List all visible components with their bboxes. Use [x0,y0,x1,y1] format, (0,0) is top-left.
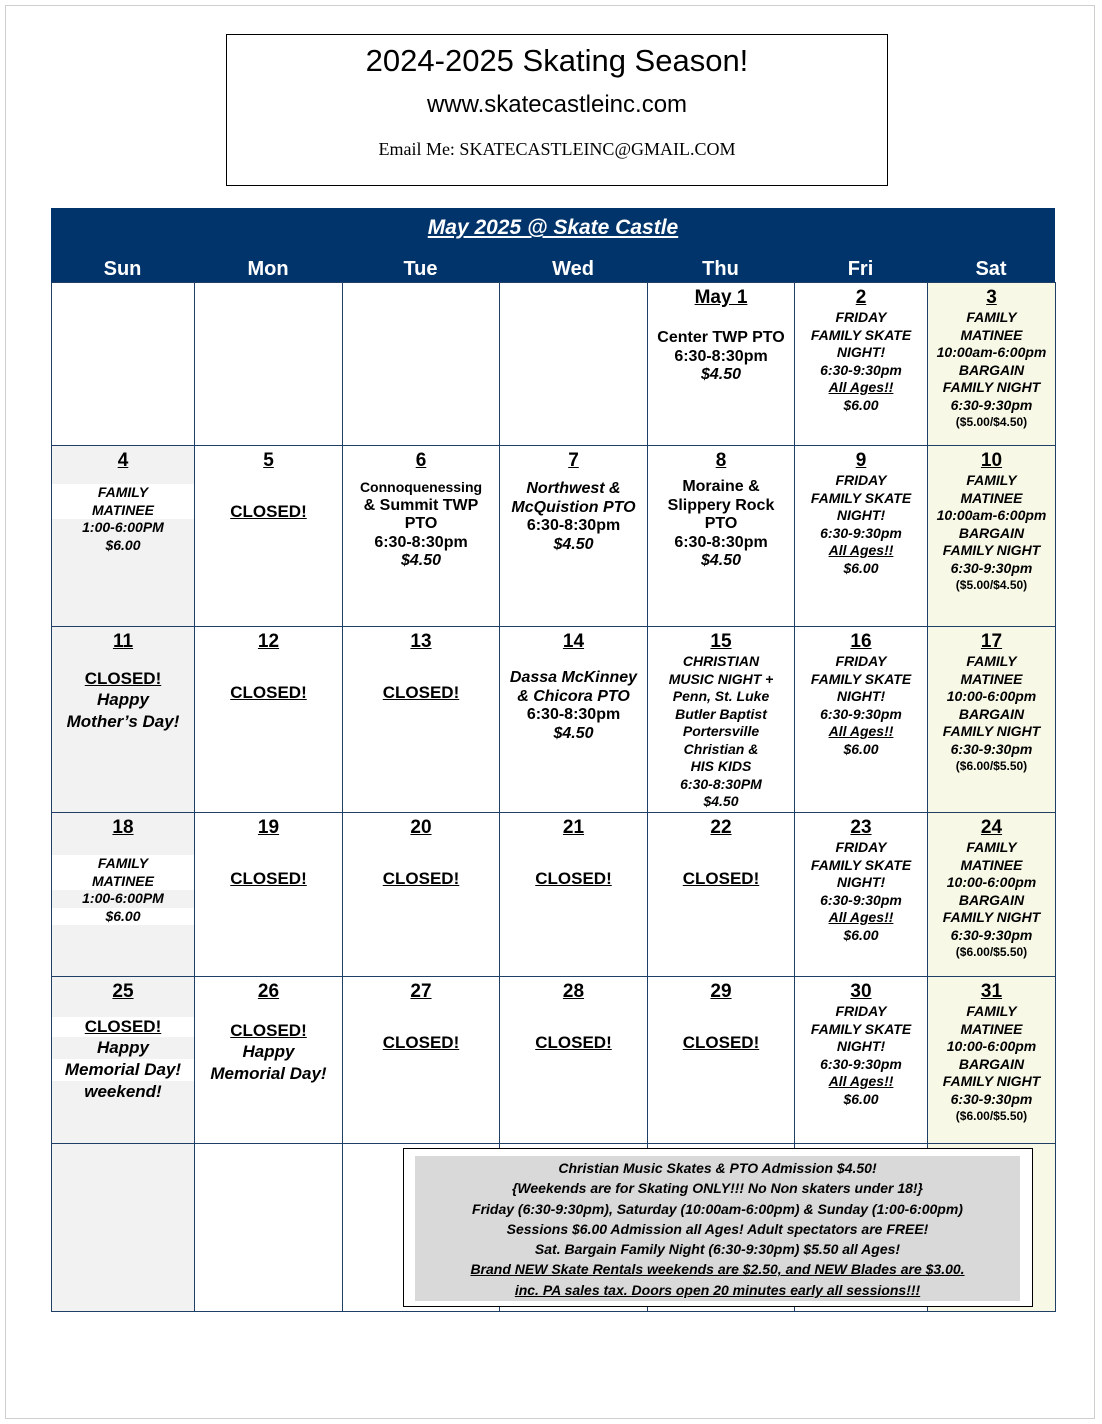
event-line: $6.00 [105,536,141,553]
event-line: 10:00am-6:00pm [936,344,1047,360]
event-line: FAMILY SKATE [810,489,912,506]
event-line: McQuistion PTO [511,498,636,516]
day-number: 12 [257,631,280,652]
day-number: 8 [715,450,727,471]
event-line: MUSIC NIGHT + [668,670,774,687]
day-number: 4 [117,450,129,471]
closed-label: CLOSED! [682,1033,760,1052]
event-line: $4.50 [400,552,442,569]
event-line: FAMILY NIGHT [942,542,1041,558]
event-line: 6:30-8:30pm [674,533,768,551]
day-cell[interactable] [343,977,500,1144]
calendar-header [51,208,1055,282]
event-line: $6.00 [843,1090,879,1107]
closed-label: CLOSED! [382,683,460,702]
day-number: 30 [850,981,872,1002]
event-line: MATINEE [960,856,1023,873]
event-line: All Ages!! [828,542,894,558]
event-line: MATINEE [960,670,1023,687]
event-line: All Ages!! [828,909,894,925]
event-line: FAMILY [97,484,149,500]
day-cell[interactable] [195,813,343,977]
season-title: 2024-2025 Skating Season! [365,43,749,78]
event-line: 6:30-9:30pm [950,740,1033,757]
day-cell[interactable] [795,813,928,977]
day-cell[interactable] [500,627,648,813]
event-line: $6.00 [843,926,879,943]
closed-label: CLOSED! [535,869,612,888]
day-number: 19 [257,817,280,838]
note-line: Friday (6:30-9:30pm), Saturday (10:00am-6:00pm) & Sunday (1:00-6:00pm) [472,1200,963,1217]
event-line: 10:00-6:00pm [946,874,1037,890]
event-line: NIGHT! [836,507,886,523]
day-cell[interactable] [52,446,195,627]
event-line: BARGAIN [958,1055,1025,1072]
note-line: {Weekends are for Skating ONLY!!! No Non skaters under 18!} [511,1180,924,1197]
day-number: 28 [562,981,585,1002]
closed-label: CLOSED! [382,1033,460,1052]
event-line: Penn, St. Luke [672,688,770,704]
day-number: 26 [257,981,280,1002]
event-line: $4.50 [700,552,742,569]
calendar-title: May 2025 @ Skate Castle [427,216,679,239]
closed-label: CLOSED! [84,669,162,688]
day-cell[interactable] [648,813,795,977]
event-line: FAMILY [966,309,1017,325]
closed-label: CLOSED! [230,683,307,702]
event-line: 6:30-9:30pm [820,891,902,908]
day-cell[interactable] [928,283,1056,446]
event-line: FAMILY SKATE [810,856,912,873]
event-line: $4.50 [700,366,742,383]
admission-notes [403,1148,1033,1307]
day-number: May 1 [694,287,748,308]
event-line: 6:30-8:30pm [526,706,621,723]
event-line: FRIDAY [835,839,887,855]
event-line: NIGHT! [836,874,886,890]
day-number: 10 [980,450,1003,471]
day-tue: Tue [403,258,438,280]
day-number: 27 [410,981,432,1002]
day-cell[interactable] [648,446,795,627]
event-line: Connoquenessing [359,479,483,495]
day-number: 24 [980,817,1003,838]
season-header [226,34,888,186]
event-line: All Ages!! [828,1073,894,1089]
note-line: Christian Music Skates & PTO Admission $4.50! [558,1160,877,1176]
day-cell[interactable] [928,977,1056,1144]
day-number: 3 [986,287,997,308]
day-thu: Thu [702,258,739,280]
day-number: 17 [980,631,1003,652]
day-number: 14 [562,631,585,652]
week-row [52,283,1056,446]
admission-notes-text [415,1156,1020,1301]
event-line: ($6.00/$5.50) [955,945,1028,959]
day-number: 11 [112,631,134,652]
day-cell[interactable] [648,627,795,813]
event-line: CHRISTIAN [682,653,760,669]
day-cell[interactable] [928,446,1056,627]
day-number: 9 [855,450,867,471]
event-line: 6:30-9:30pm [950,559,1033,576]
event-line: 6:30-8:30PM [680,775,762,792]
day-cell[interactable] [648,977,795,1144]
day-number: 7 [568,450,579,471]
event-line: $4.50 [553,535,594,553]
week-row [52,627,1056,813]
week-row [52,446,1056,627]
day-cell[interactable] [343,446,500,627]
calendar [51,208,1055,1312]
event-line: BARGAIN [958,705,1025,722]
day-number: 25 [112,981,134,1002]
event-line: All Ages!! [828,379,894,395]
day-number: 21 [562,817,585,838]
day-number: 18 [112,817,134,838]
event-line: PTO [704,515,738,532]
note-line: Brand NEW Skate Rentals weekends are $2.50, and NEW Blades are $3.00. [470,1261,965,1278]
event-line: FRIDAY [835,653,887,669]
day-cell[interactable] [195,977,343,1144]
event-line: Slippery Rock [667,496,775,514]
event-line: Northwest & [526,480,621,497]
closed-label: CLOSED! [230,1021,307,1040]
event-line: BARGAIN [958,361,1025,378]
event-line: Portersville [682,723,760,739]
event-line: & Chicora PTO [517,687,630,705]
event-line: FAMILY [966,839,1017,855]
note-line: inc. PA sales tax. Doors open 20 minutes early all sessions!!! [514,1281,921,1298]
day-mon: Mon [247,258,289,280]
day-number: 6 [415,450,427,471]
closed-label: CLOSED! [682,869,760,888]
empty-cell [52,283,195,446]
event-line: MATINEE [92,872,154,889]
week-row [52,977,1056,1144]
day-cell[interactable] [928,627,1056,813]
contact-email[interactable]: Email Me: SKATECASTLEINC@GMAIL.COM [378,139,736,159]
event-line: 10:00-6:00pm [946,1038,1037,1054]
empty-cell [343,283,500,446]
day-fri: Fri [847,258,874,280]
closed-label: CLOSED! [52,1017,194,1037]
event-line: Mother’s Day! [66,712,180,731]
event-line: $6.00 [843,740,879,757]
event-line: PTO [404,515,438,532]
event-line: 6:30-9:30pm [950,926,1033,943]
event-line: 6:30-9:30pm [950,396,1033,413]
event-line: MATINEE [960,489,1023,506]
event-line: NIGHT! [836,688,886,704]
event-line: 6:30-8:30pm [674,347,768,365]
event-line: ($5.00/$4.50) [955,415,1028,429]
event-line: FAMILY [97,855,149,871]
event-line: 6:30-9:30pm [820,524,902,541]
day-number: 23 [850,817,872,838]
day-cell[interactable] [52,813,195,977]
event-line: 6:30-8:30pm [526,517,621,534]
closed-label: CLOSED! [382,869,460,888]
event-line: $6.00 [105,907,141,924]
event-line: MATINEE [960,326,1023,343]
day-cell[interactable] [795,446,928,627]
event-line: BARGAIN [958,524,1025,541]
event-line: Center TWP PTO [657,329,785,346]
event-line: NIGHT! [836,1038,886,1054]
event-line: FRIDAY [835,472,887,488]
event-line: Happy [97,690,149,709]
event-line: FAMILY SKATE [810,1020,912,1037]
event-line: FRIDAY [835,309,887,325]
event-line: FAMILY NIGHT [942,1073,1041,1089]
website-url[interactable]: www.skatecastleinc.com [426,91,688,118]
event-line: BARGAIN [958,891,1025,908]
day-number: 15 [710,631,732,652]
event-line: Memorial Day! [210,1064,327,1083]
day-cell[interactable] [795,283,928,446]
closed-label: CLOSED! [230,502,307,521]
week-row [52,813,1056,977]
day-cell[interactable] [343,627,500,813]
day-number: 5 [263,450,274,471]
event-line: All Ages!! [828,723,894,739]
event-line: FAMILY [966,472,1017,488]
event-line: $6.00 [843,396,879,413]
note-line: Sat. Bargain Family Night (6:30-9:30pm) $5.50 all Ages! [534,1241,901,1258]
day-sat: Sat [975,258,1007,280]
event-line: FAMILY [966,1003,1017,1019]
event-line: FRIDAY [835,1003,887,1019]
empty-cell [195,1144,343,1312]
empty-cell [500,283,648,446]
day-cell[interactable] [195,446,343,627]
event-line: FAMILY NIGHT [942,723,1041,739]
day-cell[interactable] [52,627,195,813]
event-line: MATINEE [92,501,154,518]
day-number: 2 [855,287,867,308]
empty-cell [52,1144,195,1312]
day-number: 22 [710,817,732,838]
day-cell[interactable] [500,813,648,977]
event-line: Christian & [683,740,759,757]
day-number: 31 [980,981,1003,1002]
closed-label: CLOSED! [230,869,307,888]
event-line: ($6.00/$5.50) [955,759,1028,773]
event-line: $4.50 [553,724,594,742]
event-line: FAMILY SKATE [810,326,912,343]
event-line: $4.50 [703,793,739,809]
event-line: 10:00am-6:00pm [936,507,1047,523]
closed-label: CLOSED! [535,1033,612,1052]
event-line: $6.00 [843,559,879,576]
day-number: 29 [710,981,732,1002]
event-line: & Summit TWP [363,496,479,514]
day-wed: Wed [552,258,594,280]
day-number: 13 [410,631,432,652]
day-sun: Sun [103,258,142,280]
day-cell[interactable] [648,283,795,446]
event-line: 6:30-9:30pm [820,361,902,378]
day-number: 16 [850,631,872,652]
event-line: MATINEE [960,1020,1023,1037]
event-line: Happy [242,1042,295,1061]
event-line: FAMILY NIGHT [942,909,1041,925]
day-cell[interactable] [52,977,195,1144]
event-line: FAMILY SKATE [810,670,912,687]
empty-cell [195,283,343,446]
day-cell[interactable] [928,813,1056,977]
event-line: Happy [97,1038,149,1057]
event-line: 10:00-6:00pm [946,688,1037,704]
day-cell[interactable] [795,977,928,1144]
event-line: 6:30-9:30pm [820,705,902,722]
day-cell[interactable] [500,446,648,627]
event-line: Dassa McKinney [509,669,638,686]
event-line: ($5.00/$4.50) [955,578,1028,592]
day-cell[interactable] [795,627,928,813]
event-line: weekend! [84,1082,162,1101]
event-line: 1:00-6:00PM [82,890,164,906]
event-line: 6:30-9:30pm [950,1090,1033,1107]
day-cell[interactable] [343,813,500,977]
event-line: ($6.00/$5.50) [955,1109,1028,1123]
event-line: FAMILY [966,653,1017,669]
event-line: 1:00-6:00PM [82,519,164,535]
day-cell[interactable] [500,977,648,1144]
note-line: Sessions $6.00 Admission all Ages! Adult spectators are FREE! [506,1220,929,1237]
event-line: 6:30-8:30pm [374,533,468,551]
event-line: FAMILY NIGHT [942,379,1041,395]
day-cell[interactable] [195,627,343,813]
event-line: Butler Baptist [675,705,767,722]
event-line: Memorial Day! [52,1059,194,1081]
day-number: 20 [410,817,432,838]
event-line: HIS KIDS [690,758,752,774]
event-line: 6:30-9:30pm [820,1055,902,1072]
event-line: Moraine & [682,478,760,495]
event-line: NIGHT! [836,344,886,360]
